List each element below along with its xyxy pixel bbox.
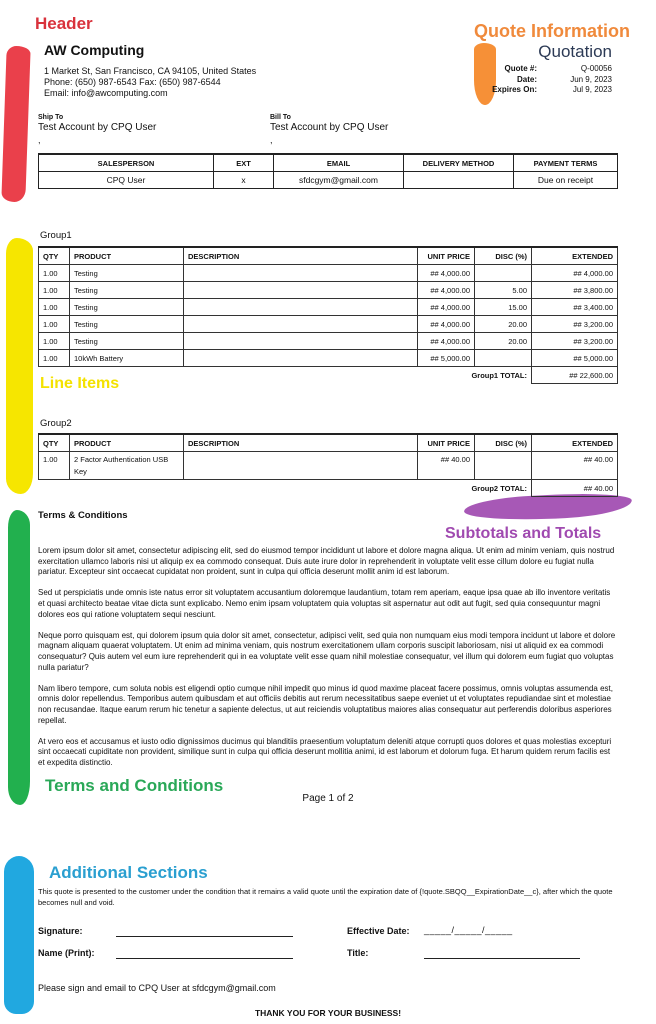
- table-row: [39, 265, 618, 282]
- unit-price-cell: ## 4,000.00: [418, 265, 475, 282]
- terms-paragraph: Sed ut perspiciatis unde omnis iste natus error sit voluptatem accusantium doloremque laudantium, totam rem aperiam, eaque ipsa quae ab illo inventore veritatis et quasi architecto beatae vitae dicta sunt explicabo. Nemo enim ipsam voluptatem quia voluptas sit aspernatur aut odit aut fugit, sed quia consequuntur magni dolores eos qui ratione voluptatem sequi nesciunt.: [38, 588, 611, 619]
- quote-date-row: [470, 75, 612, 86]
- extended-cell: ## 4,000.00: [532, 265, 618, 282]
- description-cell: [184, 265, 418, 282]
- payment-terms-cell: Due on receipt: [514, 172, 618, 189]
- extended-cell: ## 3,200.00: [532, 333, 618, 350]
- table-row: [39, 282, 618, 299]
- discount-cell: [475, 265, 532, 282]
- bill-to-name: Test Account by CPQ User: [270, 122, 389, 133]
- group-title: Group1: [40, 230, 72, 241]
- description-cell: [184, 299, 418, 316]
- name-print-line[interactable]: [116, 958, 293, 959]
- effective-date-label: Effective Date:: [347, 926, 410, 936]
- discount-cell: 5.00: [475, 282, 532, 299]
- column-header: PRODUCT: [70, 247, 184, 265]
- bill-to-block: [270, 114, 388, 145]
- unit-price-cell: ## 4,000.00: [418, 316, 475, 333]
- company-phone-fax: Phone: (650) 987-6543 Fax: (650) 987-6544: [44, 77, 221, 87]
- ship-to-label: Ship To: [38, 114, 64, 121]
- group-total-value: ## 40.00: [532, 480, 618, 497]
- company-name: AW Computing: [44, 42, 145, 58]
- group-total-row: [39, 367, 618, 384]
- header-brush-stroke: [1, 46, 30, 202]
- quote-expires-row: [470, 85, 612, 96]
- extended-cell: ## 3,400.00: [532, 299, 618, 316]
- table-row: [39, 333, 618, 350]
- product-cell: 10kWh Battery: [70, 350, 184, 367]
- qty-cell: 1.00: [39, 282, 70, 299]
- group-total-label: Group1 TOTAL:: [471, 370, 527, 380]
- annotation-additional-sections: Additional Sections: [49, 863, 208, 882]
- product-cell: 2 Factor Authentication USB Key: [70, 452, 184, 480]
- discount-cell: 15.00: [475, 299, 532, 316]
- quotation-title: Quotation: [538, 42, 612, 61]
- annotation-header: Header: [35, 14, 93, 33]
- email-instruction: Please sign and email to CPQ User at sfdcgym@gmail.com: [38, 983, 276, 993]
- extended-cell: ## 3,200.00: [532, 316, 618, 333]
- salesperson-table: [38, 153, 618, 189]
- discount-cell: 20.00: [475, 333, 532, 350]
- effective-date-field[interactable]: _____/_____/_____: [424, 925, 513, 935]
- qty-cell: 1.00: [39, 452, 70, 480]
- column-header: EXT: [214, 154, 274, 172]
- unit-price-cell: ## 4,000.00: [418, 299, 475, 316]
- column-header: DISC (%): [475, 434, 532, 452]
- table-row: [39, 299, 618, 316]
- annotation-quote-information: Quote Information: [474, 21, 630, 41]
- qty-cell: 1.00: [39, 316, 70, 333]
- table-row: [39, 350, 618, 367]
- quote-number-row: [470, 64, 612, 75]
- table-row: [39, 452, 618, 480]
- quote-expires: Jul 9, 2023: [572, 85, 612, 94]
- product-cell: Testing: [70, 316, 184, 333]
- column-header: QTY: [39, 434, 70, 452]
- column-header: DESCRIPTION: [184, 247, 418, 265]
- name-print-label: Name (Print):: [38, 948, 95, 958]
- column-header: EMAIL: [274, 154, 404, 172]
- group2-line-items-table: [38, 433, 618, 497]
- line-items-brush-stroke: [6, 238, 33, 494]
- signature-label: Signature:: [38, 926, 83, 936]
- field-label: Expires On:: [492, 85, 537, 94]
- description-cell: [184, 282, 418, 299]
- company-contact: [44, 66, 256, 99]
- delivery-method-cell: [404, 172, 514, 189]
- signature-line[interactable]: [116, 936, 293, 937]
- extended-cell: ## 40.00: [532, 452, 618, 480]
- column-header: DELIVERY METHOD: [404, 154, 514, 172]
- ship-to-block: [38, 114, 156, 145]
- table-row: [39, 316, 618, 333]
- group-total-label: Group2 TOTAL:: [471, 483, 527, 493]
- bill-to-label: Bill To: [270, 114, 291, 121]
- annotation-line-items: Line Items: [40, 375, 120, 392]
- column-header: PAYMENT TERMS: [514, 154, 618, 172]
- quote-number: Q-00056: [580, 64, 612, 73]
- qty-cell: 1.00: [39, 350, 70, 367]
- terms-heading: Terms & Conditions: [38, 510, 128, 521]
- group-total-value: ## 22,600.00: [532, 367, 618, 384]
- unit-price-cell: ## 4,000.00: [418, 282, 475, 299]
- page-number: Page 1 of 2: [302, 793, 354, 804]
- description-cell: [184, 350, 418, 367]
- discount-cell: 20.00: [475, 316, 532, 333]
- column-header: UNIT PRICE: [418, 434, 475, 452]
- description-cell: [184, 452, 418, 480]
- terms-paragraph: Neque porro quisquam est, qui dolorem ipsum quia dolor sit amet, consectetur, adipisci velit, sed quia non numquam eius modi tempora incidunt ut labore et dolore magnam aliquam quaerat voluptatem. Ut enim ad minima veniam, quis nostrum exercitationem ullam corporis suscipit laboriosam, nisi ut aliquid ex ea commodi consequatur? Quis autem vel eum iure reprehenderit qui in ea voluptate velit esse quam nihil molestiae consequatur, vel illum qui dolorem eum fugiat quo voluptas nulla pariatur?: [38, 630, 616, 672]
- column-header: EXTENDED: [532, 434, 618, 452]
- ship-to-extra: ,: [38, 135, 41, 145]
- terms-body: [38, 546, 618, 779]
- thank-you-message: THANK YOU FOR YOUR BUSINESS!: [254, 1008, 402, 1018]
- annotation-subtotals: Subtotals and Totals: [445, 525, 602, 542]
- terms-paragraph: Lorem ipsum dolor sit amet, consectetur adipiscing elit, sed do eiusmod tempor incididunt ut labore et dolore magna aliqua. Ut enim ad minim veniam, quis nostrud exercitation ullamco laboris nisi ut aliquip ex ea commodo consequat. Duis aute irure dolor in reprehenderit in voluptate velit esse cillum dolore eu fugiat nulla pariatur. Excepteur sint occaecat cupidatat non proident, sunt in culpa qui officia deserunt mollit anim id est laborum.: [38, 546, 615, 577]
- description-cell: [184, 316, 418, 333]
- product-cell: Testing: [70, 299, 184, 316]
- table-row: [39, 172, 618, 189]
- unit-price-cell: ## 40.00: [418, 452, 475, 480]
- extended-cell: ## 3,800.00: [532, 282, 618, 299]
- quote-meta: [470, 64, 612, 96]
- quote-date: Jun 9, 2023: [570, 74, 612, 84]
- product-cell: Testing: [70, 282, 184, 299]
- title-label: Title:: [347, 948, 369, 958]
- field-label: Date:: [516, 74, 537, 84]
- qty-cell: 1.00: [39, 333, 70, 350]
- field-label: Quote #:: [504, 64, 537, 73]
- email-cell: sfdcgym@gmail.com: [274, 172, 404, 189]
- column-header: DISC (%): [475, 247, 532, 265]
- discount-cell: [475, 452, 532, 480]
- column-header: SALESPERSON: [39, 154, 214, 172]
- group-total-row: [39, 480, 618, 497]
- company-email: Email: info@awcomputing.com: [44, 88, 168, 98]
- column-header: EXTENDED: [532, 247, 618, 265]
- column-header: DESCRIPTION: [184, 434, 418, 452]
- product-cell: Testing: [70, 333, 184, 350]
- title-line[interactable]: [424, 958, 580, 959]
- description-cell: [184, 333, 418, 350]
- product-cell: Testing: [70, 265, 184, 282]
- ship-to-name: Test Account by CPQ User: [38, 122, 157, 133]
- column-header: UNIT PRICE: [418, 247, 475, 265]
- salesperson-cell: CPQ User: [39, 172, 214, 189]
- extended-cell: ## 5,000.00: [532, 350, 618, 367]
- qty-cell: 1.00: [39, 265, 70, 282]
- additional-brush-stroke: [4, 856, 34, 1014]
- company-address: 1 Market St, San Francisco, CA 94105, United States: [44, 66, 257, 76]
- column-header: QTY: [39, 247, 70, 265]
- column-header: PRODUCT: [70, 434, 184, 452]
- unit-price-cell: ## 4,000.00: [418, 333, 475, 350]
- annotation-terms: Terms and Conditions: [45, 776, 224, 795]
- terms-paragraph: At vero eos et accusamus et iusto odio dignissimos ducimus qui blanditiis praesentium voluptatum deleniti atque corrupti quos dolores et quas molestias excepturi sint occaecati cupiditate non provident, similique sunt in culpa qui officia deserunt mollitia animi, id est laborum et dolorum fuga. Et harum quidem rerum facilis est et expedita distinctio.: [38, 736, 612, 767]
- unit-price-cell: ## 5,000.00: [418, 350, 475, 367]
- bill-to-extra: ,: [270, 135, 273, 145]
- discount-cell: [475, 350, 532, 367]
- group-title: Group2: [40, 418, 72, 429]
- terms-brush-stroke: [8, 510, 30, 805]
- group1-line-items-table: [38, 246, 618, 384]
- expiration-disclaimer: This quote is presented to the customer under the condition that it remains a valid quote until the expiration date of {!quote.SBQQ__ExpirationDate__c}, after which the quote becomes null and void.: [38, 887, 613, 907]
- qty-cell: 1.00: [39, 299, 70, 316]
- ext-cell: x: [214, 172, 274, 189]
- terms-paragraph: Nam libero tempore, cum soluta nobis est eligendi optio cumque nihil impedit quo minus id quod maxime placeat facere possimus, omnis voluptas assumenda est, omnis dolor repellendus. Temporibus autem quibusdam et aut officiis debitis aut rerum necessitatibus saepe eveniet ut et voluptates repudiandae sint et molestiae non recusandae. Itaque earum rerum hic tenetur a sapiente delectus, ut aut reiciendis voluptatibus maiores alias consequatur aut perferendis doloribus asperiores repellat.: [38, 683, 613, 725]
